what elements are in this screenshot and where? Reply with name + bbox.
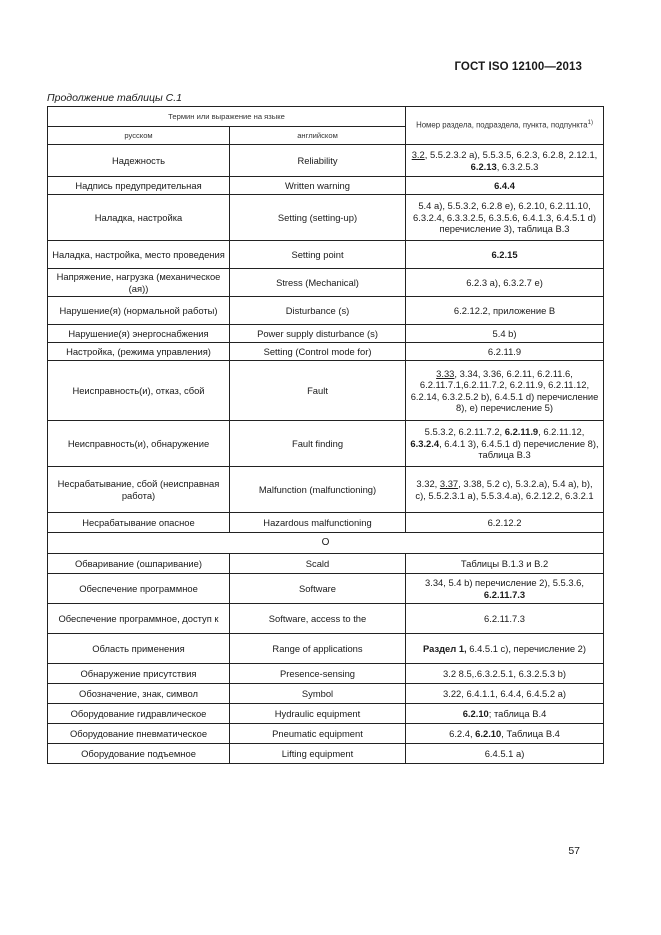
term-english: Setting point [230, 241, 406, 269]
term-russian: Обеспечение программное, доступ к [48, 604, 230, 634]
term-russian: Наладка, настройка, место проведения [48, 241, 230, 269]
term-reference: 6.2.4, 6.2.10, Таблица В.4 [406, 724, 604, 744]
table-row [48, 361, 604, 421]
term-russian: Обваривание (ошпаривание) [48, 554, 230, 574]
term-russian: Обнаружение присутствия [48, 664, 230, 684]
table-row [48, 145, 604, 177]
term-russian: Оборудование пневматическое [48, 724, 230, 744]
table-row [48, 604, 604, 634]
term-russian: Обозначение, знак, символ [48, 684, 230, 704]
term-english: Hazardous malfunctioning [230, 513, 406, 533]
document-code: ГОСТ ISO 12100—2013 [454, 61, 582, 73]
term-russian: Надежность [48, 145, 230, 177]
term-english: Stress (Mechanical) [230, 269, 406, 297]
table-row [48, 241, 604, 269]
section-letter: О [48, 533, 604, 554]
term-english: Setting (Control mode for) [230, 343, 406, 361]
term-reference: 6.2.10; таблица В.4 [406, 704, 604, 724]
term-reference: 5.5.3.2, 6.2.11.7.2, 6.2.11.9, 6.2.11.12, 6.3.2.4, 6.4.1 3), 6.4.5.1 d) перечисление 8), таблица В.3 [406, 421, 604, 467]
table-caption: Продолжение таблицы С.1 [47, 92, 182, 104]
table-row [48, 421, 604, 467]
table-row [48, 724, 604, 744]
term-russian: Надпись предупредительная [48, 177, 230, 195]
term-reference: 6.2.15 [406, 241, 604, 269]
rows-group-n [48, 145, 604, 533]
term-reference: 3.2 8.5,.6.3.2.5.1, 6.3.2.5.3 b) [406, 664, 604, 684]
term-english: Disturbance (s) [230, 297, 406, 325]
header-english: английском [230, 127, 406, 145]
term-russian: Настройка, (режима управления) [48, 343, 230, 361]
header-ref [406, 107, 604, 145]
table-row [48, 664, 604, 684]
term-english: Software [230, 574, 406, 604]
term-reference: 6.2.12.2 [406, 513, 604, 533]
section-letter-row [48, 533, 604, 554]
term-reference: 5.4 b) [406, 325, 604, 343]
term-reference: Таблицы В.1.3 и В.2 [406, 554, 604, 574]
term-reference: 5.4 a), 5.5.3.2, 6.2.8 e), 6.2.10, 6.2.11.10, 6.3.2.4, 6.3.3.2.5, 6.3.5.6, 6.4.1.3, 6.4.5.1 d) перечисление 3), таблица В.3 [406, 195, 604, 241]
term-reference: 6.4.4 [406, 177, 604, 195]
term-english: Pneumatic equipment [230, 724, 406, 744]
term-russian: Область применения [48, 634, 230, 664]
term-reference: 3.33, 3.34, 3.36, 6.2.11, 6.2.11.6, 6.2.11.7.1,6.2.11.7.2, 6.2.11.9, 6.2.11.12, 6.2.14, 6.3.2.5.2 b), 6.4.5.1 d) перечисление 8), e) перечисление 5) [406, 361, 604, 421]
term-english: Symbol [230, 684, 406, 704]
header-ref-footnote: 1) [587, 120, 593, 127]
term-russian: Несрабатывание опасное [48, 513, 230, 533]
table-row [48, 554, 604, 574]
term-reference: 6.2.11.9 [406, 343, 604, 361]
table-row [48, 297, 604, 325]
term-reference: 6.2.11.7.3 [406, 604, 604, 634]
term-reference: 6.2.3 a), 6.3.2.7 e) [406, 269, 604, 297]
term-english: Software, access to the [230, 604, 406, 634]
term-english: Written warning [230, 177, 406, 195]
term-reference: 3.32, 3.37, 3.38, 5.2 c), 5.3.2.a), 5.4 a), b), c), 5.5.2.3.1 a), 5.5.3.4.a), 6.2.12.2, 6.3.2.1 [406, 467, 604, 513]
term-russian: Наладка, настройка [48, 195, 230, 241]
term-reference: 3.34, 5.4 b) перечисление 2), 5.5.3.6, 6.2.11.7.3 [406, 574, 604, 604]
term-russian: Несрабатывание, сбой (неисправная работа) [48, 467, 230, 513]
header-ref-text: Номер раздела, подраздела, пункта, подпункта [416, 121, 588, 131]
table-row [48, 325, 604, 343]
term-english: Lifting equipment [230, 744, 406, 764]
term-russian: Напряжение, нагрузка (механическое (ая)) [48, 269, 230, 297]
table-row [48, 177, 604, 195]
term-reference: Раздел 1, 6.4.5.1 c), перечисление 2) [406, 634, 604, 664]
term-russian: Неисправность(и), обнаружение [48, 421, 230, 467]
term-english: Range of applications [230, 634, 406, 664]
term-english: Power supply disturbance (s) [230, 325, 406, 343]
term-english: Scald [230, 554, 406, 574]
term-reference: 3.22, 6.4.1.1, 6.4.4, 6.4.5.2 a) [406, 684, 604, 704]
header-term: Термин или выражение на языке [48, 107, 406, 127]
term-russian: Оборудование гидравлическое [48, 704, 230, 724]
term-english: Setting (setting-up) [230, 195, 406, 241]
term-reference: 6.2.12.2, приложение В [406, 297, 604, 325]
table-row [48, 467, 604, 513]
table-row [48, 269, 604, 297]
rows-group-o [48, 554, 604, 764]
table-row [48, 343, 604, 361]
table-row [48, 744, 604, 764]
header-russian: русском [48, 127, 230, 145]
term-russian: Обеспечение программное [48, 574, 230, 604]
page-number: 57 [568, 845, 580, 857]
term-english: Hydraulic equipment [230, 704, 406, 724]
table-row [48, 513, 604, 533]
term-english: Fault [230, 361, 406, 421]
term-reference: 3.2, 5.5.2.3.2 a), 5.5.3.5, 6.2.3, 6.2.8, 2.12.1, 6.2.13, 6.3.2.5.3 [406, 145, 604, 177]
term-russian: Нарушение(я) (нормальной работы) [48, 297, 230, 325]
term-russian: Нарушение(я) энергоснабжения [48, 325, 230, 343]
table-row [48, 684, 604, 704]
terms-table [47, 106, 604, 764]
term-english: Malfunction (malfunctioning) [230, 467, 406, 513]
table-row [48, 574, 604, 604]
term-russian: Неисправность(и), отказ, сбой [48, 361, 230, 421]
term-english: Reliability [230, 145, 406, 177]
term-english: Fault finding [230, 421, 406, 467]
term-reference: 6.4.5.1 a) [406, 744, 604, 764]
term-russian: Оборудование подъемное [48, 744, 230, 764]
table-row [48, 195, 604, 241]
table-row [48, 634, 604, 664]
table-row [48, 704, 604, 724]
term-english: Presence-sensing [230, 664, 406, 684]
